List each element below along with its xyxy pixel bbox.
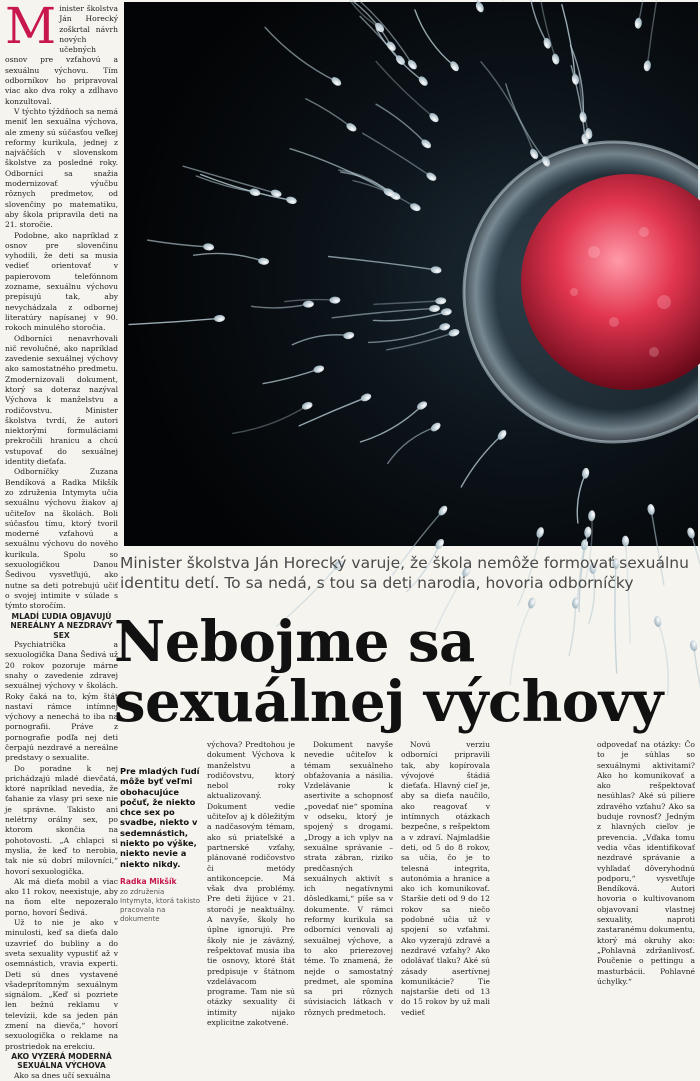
article-lead: Minister školstva Ján Horecký varuje, že škola nemôže formovať sexuálnu identitu detí. To sa nedá, s tou sa deti narodia, hovoria odborníčky xyxy=(120,554,689,592)
drop-cap: M xyxy=(5,0,57,55)
body-column-2 xyxy=(207,740,295,1028)
body-paragraph: Už to nie je ako v minulosti, keď sa dieťa dalo uzavrieť do bubliny a do sveta sexuality vypustiť až v osemnástich, vravia experti. Deti sú dnes vystavené všadeprítomným sexuálnym signálom. „Keď si pozriete len bežnú reklamu v televízii, kde sa jeden pán zmení na dievča,“ hovorí sexuologička o reklame na prostriedok na erekciu. xyxy=(5,918,118,1051)
quote-text: Pre mladých ľudí môže byť veľmi obohacujúce počuť, že niekto chce sex po svadbe, niekto v sedemnástich, niekto po výške, niekto nevie a niekto nikdy. xyxy=(120,766,200,869)
body-column-3 xyxy=(304,740,393,1017)
pull-quote xyxy=(120,766,200,924)
body-paragraph: odpovedať na otázky: Čo to je súhlas so sexuálnymi aktivitami? Ako ho komunikovať a ako rešpektovať nesúhlas? Aké sú piliere zdravého vzťahu? Ako sa buduje rovnosť? Jedným z hlavných cieľov je prevencia. „Vďaka tomu vedia včas identifikovať nezdravé správanie a vyhľadať dôveryhodnú podporu,“ vysvetľuje Bendíková. Autori hovoria o kultivovanom objavovaní vlastnej sexuality, naproti zastaranému dokumentu, ktorý má okruhy ako: „Pohlavná zdržanlivosť. Poučenie o pettingu a masturbácii. Pohlavné úchylky.“ xyxy=(597,740,695,986)
body-column-4 xyxy=(401,740,490,1017)
sperm-head xyxy=(527,597,537,609)
body-paragraph: Do poradne k nej prichádzajú mladé dievčatá, ktoré napríklad nevedia, že ťahanie za vlasy pri sexe nie je správne. Takisto ani nelétrny orálny sex, po ktorom skončia na pohotovosti. „A chlapci si myslia, že keď to nerobia, tak nie sú dobrí milovníci,“ hovorí sexuologička. xyxy=(5,763,118,876)
body-paragraph: Novú verziu odborníci pripravili tak, aby kopírovala vývojové štádiá dieťaťa. Hlavný cieľ je, aby sa dieťa naučilo, ako reagovať v intímnych otázkach bezpečne, s rešpektom a v zdraví. Najmladšie deti, od 5 do 8 rokov, sa učia, čo je to telesná integrita, autonómia a hranice a ako ich komunikovať. Staršie deti od 9 do 12 rokov sa niečo podobné učia už v spojení so vzťahmi. Ako vyzerajú zdravé a nezdravé vzťahy? Ako odolávať tlaku? Aké sú zásady asertívnej komunikácie? Tie najstaršie deti od 13 do 15 rokov by už mali vedieť xyxy=(401,740,490,1017)
egg-and-sperm-illustration xyxy=(124,2,698,546)
body-paragraph: Ak má dieťa mobil a viac ako 11 rokov, neexistuje, aby na ňom elte nepozeralo porno, hovorí Šedivá. xyxy=(5,876,118,917)
left-column xyxy=(5,0,118,1080)
body-column-5 xyxy=(597,740,695,986)
sperm-head xyxy=(497,0,507,2)
body-paragraph: výchova? Predtohou je dokument Výchova k manželstvu a rodičovstvu, ktorý nebol roky aktualizovaný. Dokument vedie učiteľov aj k dôležitým a nadčasovým témam, ako sú priateľské a partnerské vzťahy, plánované rodičovstvo či metódy antikoncepcie. Má však dva problémy. Pre deti žijúce v 21. storočí je neaktuálny. A navyše, školy ho úplne ignorujú. Pre školy nie je záväzný, rešpektovať musia iba tie osnovy, ktoré štát predpisuje v štátnom vzdelávacom programe. Tam nie sú otázky sexuality či intimity nijako explicitne zakotvené. xyxy=(207,740,295,1028)
body-paragraph: Psychiatrička a sexuologička Dana Šedivá už 20 rokov pozoruje márne snahy o zavedenie zdravej sexuálnej výchovy v školách. Roky čaká na to, kým štát nastaví rámce intímnej výchovy a nenechá to iba na pornografii. Práve z pornografie podľa nej deti čerpajú nezdravé a nereálne predstavy o sexualite. xyxy=(5,640,118,763)
section-subheading: MLADÍ ĽUDIA OBJAVUJÚ NEREÁLNY A NEZDRAVÝ SEX xyxy=(10,611,113,640)
headline-line-1: Nebojme sa xyxy=(114,609,475,675)
quote-author-role: zo združenia Intymyta, ktorá takisto pracovala na dokumente xyxy=(120,887,201,923)
body-paragraph: Podobne, ako napríklad z osnov pre slovenčinu vyhodili, že deti sa musia vedieť orientovať v papierovom telefónnom zozname, sexuálnu výchovu prepísujú tak, aby nevychádzala z odbornej literatúry napísanej v 90. rokoch minulého storočia. xyxy=(5,230,118,333)
section-subheading: AKO VYZERÁ MODERNÁ SEXUÁLNA VÝCHOVA xyxy=(11,1051,112,1071)
body-paragraph: Ako sa dnes učí sexuálna xyxy=(14,1070,111,1080)
body-paragraph: Odborníci nenavrhovali nič revolučné, ako napríklad zavedenie sexuálnej výchovy ako samostatného predmetu. Zmodernizovali dokument, ktorý sa doteraz nazýval Výchova k manželstvu a rodičovstvu. Minister školstva tvrdí, že autori niektorými formuláciami prekročili hranicu a chcú vstupovať do sexuálnej identity dieťaťa. xyxy=(5,333,118,467)
body-paragraph: V týchto týždňoch sa nemá meniť len sexuálna výchova, ale zmeny sú súčasťou veľkej reformy kurikula, jednej z najväčších v slovenskom školstve za posledné roky. Odborníci sa snažia modernizovať výučbu rôznych predmetov, od slovenčiny po matematiku, aby škola pripravila deti na 21. storočie. xyxy=(5,106,118,230)
quote-author: Radka Mikšík xyxy=(120,876,177,886)
body-paragraph: Odborníčky Zuzana Bendíková a Radka Mikšík zo združenia Intymyta učia sexuálnu výchovu žiakov aj učiteľov na školách. Boli súčasťou tímu, ktorý tvoril moderné vzťahovú a sexuálnu výchovu do nového kurikula. Spolu so sexuologičkou Danou Šedivou vysvetľujú, ako nutne sa deti potrebujú učiť o svojej intimite v súlade s týmto storočím. xyxy=(5,467,118,611)
article-headline xyxy=(114,609,698,735)
body-paragraph: Dokument navyše nevedie učiteľov k témam sexuálneho obťažovania a násilia. Vzdelávanie k asertivite a schopnosť „povedať nie“ spomína v odseku, ktorý je spojený s drogami. „Drogy a ich vplyv na sexuálne správanie – strata zábran, riziko predčasných sexuálnych aktivít s ich negatívnymi dôsledkami,“ píše sa v dokumente. V rámci reformy kurikula sa odborníci venovali aj sexuálnej výchove, a to ako prierezovej téme. To znamená, že nejde o samostatný predmet, ale spomína sa pri rôznych súvisiacich látkach v rôznych predmetoch. xyxy=(304,740,393,1017)
intro-paragraph: inister školstva Ján Horecký zoškrtal návrh nových učebných osnov pre vzťahovú a sexuálnu výchovu. Tím odborníkov ho pripravoval viac ako dva roky a zdĺhavo konzultoval. xyxy=(5,4,118,106)
headline-line-2: sexuálnej výchovy xyxy=(114,669,663,735)
